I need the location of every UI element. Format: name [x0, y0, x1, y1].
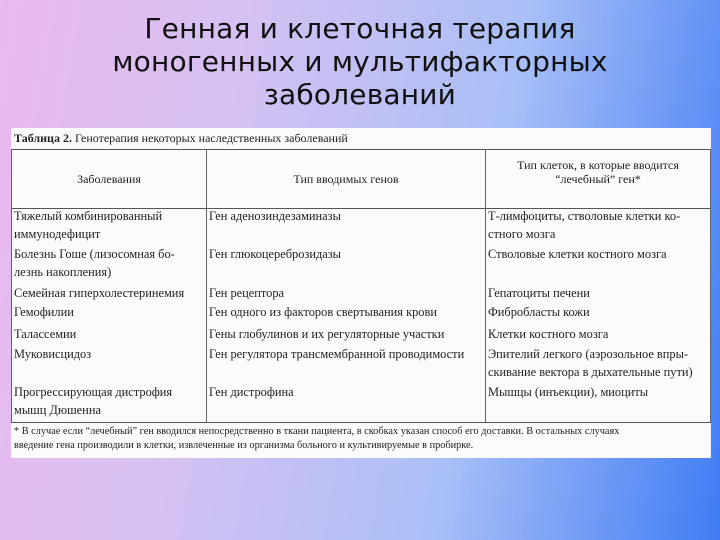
table-caption-label: Таблица 2.: [14, 131, 72, 145]
row2-cells: Стволовые клетки костного мозга: [488, 247, 667, 261]
title-line-2: моногенных и мультифакторных: [112, 45, 608, 78]
row6-cells: Эпителий легкого (аэрозольное впры- скивание вектора в дыхательные пути): [488, 347, 693, 379]
header-gene-type: Тип вводимых генов: [293, 172, 399, 186]
column-divider-1: [206, 149, 207, 422]
row1-cells: Т-лимфоциты, стволовые клетки ко- стного мозга: [488, 209, 681, 241]
row1-disease: Тяжелый комбинированный иммунодефицит: [14, 209, 163, 241]
table-left-border: [11, 149, 12, 422]
row3-cells: Гепатоциты печени: [488, 286, 590, 300]
table-caption-text: Генотерапия некоторых наследственных заболеваний: [74, 131, 348, 145]
row2-gene: Ген глюкоцереброзидазы: [209, 247, 341, 261]
row4-cells: Фибробласты кожи: [488, 305, 590, 319]
header-cell-type: Тип клеток, в которые вводится “лечебный” ген*: [517, 158, 679, 186]
table-top-rule: [11, 149, 711, 150]
header-diseases: Заболевания: [77, 172, 141, 186]
table-bottom-rule: [11, 422, 711, 423]
title-line-1: Генная и клеточная терапия: [144, 12, 576, 45]
title-line-3: заболеваний: [263, 78, 457, 111]
table-caption: [14, 131, 348, 146]
row6-disease: Муковисцидоз: [14, 347, 92, 361]
row6-gene: Ген регулятора трансмембранной проводимости: [209, 347, 465, 361]
row5-cells: Клетки костного мозга: [488, 327, 609, 341]
row7-disease: Прогрессирующая дистрофия мышц Дюшенна: [14, 385, 173, 417]
slide-title: [40, 12, 680, 111]
row5-disease: Талассемии: [14, 327, 77, 341]
row1-gene: Ген аденозиндезаминазы: [209, 209, 341, 223]
column-divider-2: [485, 149, 486, 422]
gene-therapy-table: [11, 128, 711, 458]
row7-gene: Ген дистрофина: [209, 385, 294, 399]
row7-cells: Мышцы (инъекции), миоциты: [488, 385, 649, 399]
row3-gene: Ген рецептора: [209, 286, 285, 300]
table-footnote: * В случае если “лечебный” ген вводился непосредственно в ткани пациента, в скобках указан способ его доставки. В остальных случаях введение гена производили в клетки, извлеченные из организма больного и культивируемые в пробирке.: [14, 426, 620, 451]
row4-disease: Гемофилии: [14, 305, 74, 319]
row5-gene: Гены глобулинов и их регуляторные участки: [209, 327, 445, 341]
table-right-border: [710, 149, 711, 422]
row4-gene: Ген одного из факторов свертывания крови: [209, 305, 437, 319]
row3-disease: Семейная гиперхолестеринемия: [14, 286, 185, 300]
row2-disease: Болезнь Гоше (лизосомная бо- лезнь накопления): [14, 247, 175, 279]
